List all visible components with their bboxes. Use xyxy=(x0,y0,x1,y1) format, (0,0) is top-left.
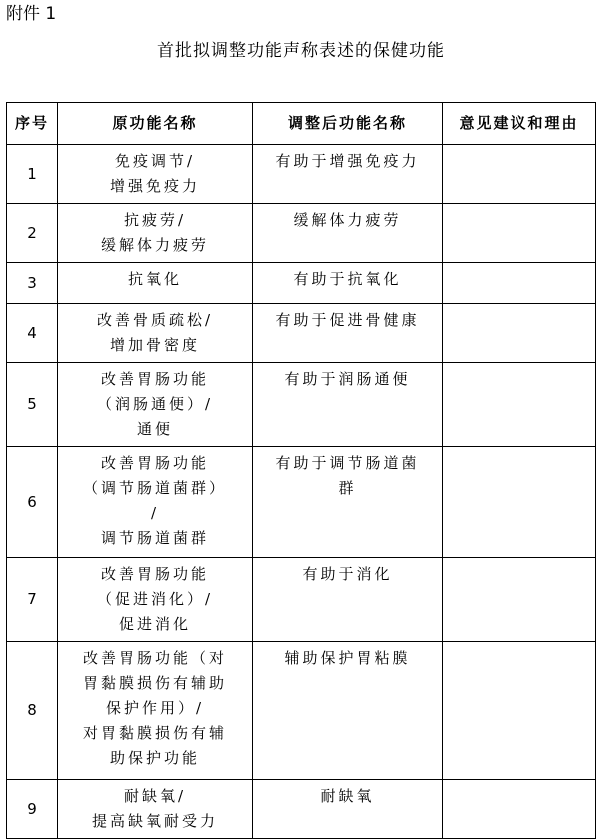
original-name-line: / xyxy=(150,504,160,522)
adjusted-name-line: 群 xyxy=(338,479,357,497)
row-original-function-name xyxy=(58,558,253,642)
table-row xyxy=(7,642,596,780)
adjusted-name-line: 耐缺氧 xyxy=(320,787,375,805)
row-adjusted-function-name xyxy=(253,304,443,363)
row-adjusted-function-name xyxy=(253,642,443,780)
adjusted-name-line: 缓解体力疲劳 xyxy=(293,211,402,229)
original-name-line: 抗疲劳/ xyxy=(123,211,187,229)
row-original-function-name xyxy=(58,363,253,447)
row-opinion-field[interactable] xyxy=(443,447,596,558)
row-serial-number: 5 xyxy=(7,363,58,447)
row-serial-number: 6 xyxy=(7,447,58,558)
original-name-line: 改善胃肠功能 xyxy=(100,565,209,583)
adjusted-name-line: 有助于调节肠道菌 xyxy=(275,454,420,472)
original-name-line: 耐缺氧/ xyxy=(123,787,187,805)
row-serial-number: 3 xyxy=(7,263,58,304)
annex-label: 附件 1 xyxy=(6,4,57,24)
original-name-line: 助保护功能 xyxy=(109,749,200,767)
table-row xyxy=(7,304,596,363)
row-serial-number: 8 xyxy=(7,642,58,780)
table-row xyxy=(7,780,596,839)
table-row xyxy=(7,204,596,263)
table-row xyxy=(7,263,596,304)
table-row xyxy=(7,447,596,558)
row-opinion-field[interactable] xyxy=(443,780,596,839)
row-serial-number: 7 xyxy=(7,558,58,642)
row-original-function-name xyxy=(58,145,253,204)
original-name-line: 增加骨密度 xyxy=(109,336,200,354)
row-opinion-field[interactable] xyxy=(443,558,596,642)
header-adjusted-function-name: 调整后功能名称 xyxy=(253,103,443,145)
row-opinion-field[interactable] xyxy=(443,642,596,780)
table-body xyxy=(7,145,596,839)
original-name-line: 通便 xyxy=(136,420,173,438)
row-opinion-field[interactable] xyxy=(443,204,596,263)
row-original-function-name xyxy=(58,263,253,304)
health-function-table xyxy=(6,102,596,839)
row-opinion-field[interactable] xyxy=(443,145,596,204)
original-name-line: 免疫调节/ xyxy=(114,152,196,170)
header-opinion-and-reason: 意见建议和理由 xyxy=(443,103,596,145)
adjusted-name-line: 有助于增强免疫力 xyxy=(275,152,420,170)
original-name-line: （促进消化）/ xyxy=(96,590,214,608)
table-row xyxy=(7,145,596,204)
row-original-function-name xyxy=(58,204,253,263)
row-adjusted-function-name xyxy=(253,145,443,204)
row-adjusted-function-name xyxy=(253,363,443,447)
original-name-line: 保护作用）/ xyxy=(105,699,205,717)
original-name-line: 增强免疫力 xyxy=(109,177,200,195)
row-original-function-name xyxy=(58,304,253,363)
adjusted-name-line: 有助于润肠通便 xyxy=(284,370,411,388)
adjusted-name-line: 有助于促进骨健康 xyxy=(275,311,420,329)
row-serial-number: 2 xyxy=(7,204,58,263)
row-original-function-name xyxy=(58,780,253,839)
row-adjusted-function-name xyxy=(253,204,443,263)
original-name-line: 缓解体力疲劳 xyxy=(100,236,209,254)
original-name-line: 改善胃肠功能（对 xyxy=(82,649,227,667)
row-opinion-field[interactable] xyxy=(443,363,596,447)
original-name-line: 改善骨质疏松/ xyxy=(96,311,214,329)
table-header-row xyxy=(7,103,596,145)
table-row xyxy=(7,558,596,642)
row-adjusted-function-name xyxy=(253,263,443,304)
header-serial-number: 序号 xyxy=(7,103,58,145)
adjusted-name-line: 有助于消化 xyxy=(302,565,393,583)
row-serial-number: 9 xyxy=(7,780,58,839)
document-title: 首批拟调整功能声称表述的保健功能 xyxy=(157,41,445,61)
table-row xyxy=(7,363,596,447)
original-name-line: 对胃黏膜损伤有辅 xyxy=(82,724,227,742)
row-adjusted-function-name xyxy=(253,558,443,642)
row-serial-number: 1 xyxy=(7,145,58,204)
row-opinion-field[interactable] xyxy=(443,304,596,363)
row-opinion-field[interactable] xyxy=(443,263,596,304)
row-original-function-name xyxy=(58,642,253,780)
original-name-line: 改善胃肠功能 xyxy=(100,370,209,388)
original-name-line: （润肠通便）/ xyxy=(96,395,214,413)
original-name-line: 调节肠道菌群 xyxy=(100,529,209,547)
original-name-line: 提高缺氧耐受力 xyxy=(91,812,218,830)
row-serial-number: 4 xyxy=(7,304,58,363)
original-name-line: 抗氧化 xyxy=(127,270,182,288)
original-name-line: 促进消化 xyxy=(118,615,191,633)
header-original-function-name: 原功能名称 xyxy=(58,103,253,145)
original-name-line: （调节肠道菌群） xyxy=(82,479,227,497)
original-name-line: 胃黏膜损伤有辅助 xyxy=(82,674,227,692)
adjusted-name-line: 辅助保护胃粘膜 xyxy=(284,649,411,667)
row-original-function-name xyxy=(58,447,253,558)
row-adjusted-function-name xyxy=(253,780,443,839)
adjusted-name-line: 有助于抗氧化 xyxy=(293,270,402,288)
row-adjusted-function-name xyxy=(253,447,443,558)
original-name-line: 改善胃肠功能 xyxy=(100,454,209,472)
